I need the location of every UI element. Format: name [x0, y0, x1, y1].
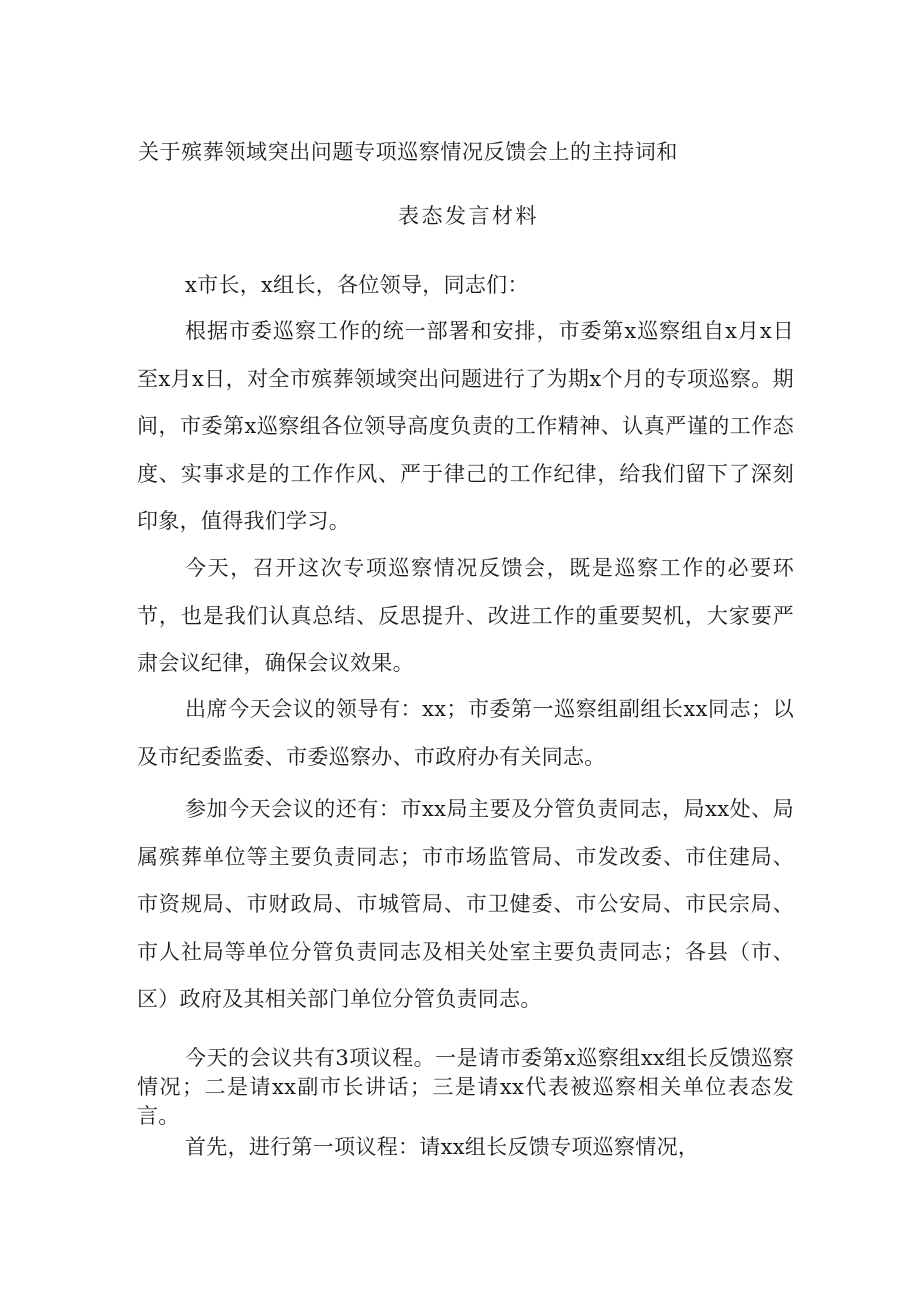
- document-title-line2: 表态发言材料: [398, 204, 539, 228]
- agenda-paragraph: 今天的会议共有3项议程。一是请市委第x巡察组xx组长反馈巡察情况；二是请xx副市长讲话；三是请xx代表被巡察相关单位表态发言。: [137, 1046, 794, 1128]
- document-title-line1: 关于殡葬领域突出问题专项巡察情况反馈会上的主持词和: [138, 140, 678, 164]
- salutation-paragraph: x市长，x组长，各位领导，同志们：: [185, 273, 529, 297]
- body-paragraph: 首先，进行第一项议程：请xx组长反馈专项巡察情况，: [185, 1135, 700, 1159]
- body-paragraph: 参加今天会议的还有：市xx局主要及分管负责同志，局xx处、局属殡葬单位等主要负责同志；市市场监管局、市发改委、市住建局、市资规局、市财政局、市城管局、市卫健委、市公安局、市民宗局、市人社局等单位分管负责同志及相关处室主要负责同志；各县（市、区）政府及其相关部门单位分管负责同志。: [137, 797, 794, 1011]
- body-paragraph: 出席今天会议的领导有：xx；市委第一巡察组副组长xx同志；以及市纪委监委、市委巡察办、市政府办有关同志。: [137, 697, 794, 769]
- body-paragraph: 根据市委巡察工作的统一部署和安排，市委第x巡察组自x月x日至x月x日，对全市殡葬领域突出问题进行了为期x个月的专项巡察。期间，市委第x巡察组各位领导高度负责的工作精神、认真严谨的工作态度、实事求是的工作作风、严于律己的工作纪律，给我们留下了深刻印象，值得我们学习。: [137, 319, 794, 533]
- body-paragraph: 今天，召开这次专项巡察情况反馈会，既是巡察工作的必要环节，也是我们认真总结、反思提升、改进工作的重要契机，大家要严肃会议纪律，确保会议效果。: [137, 556, 794, 675]
